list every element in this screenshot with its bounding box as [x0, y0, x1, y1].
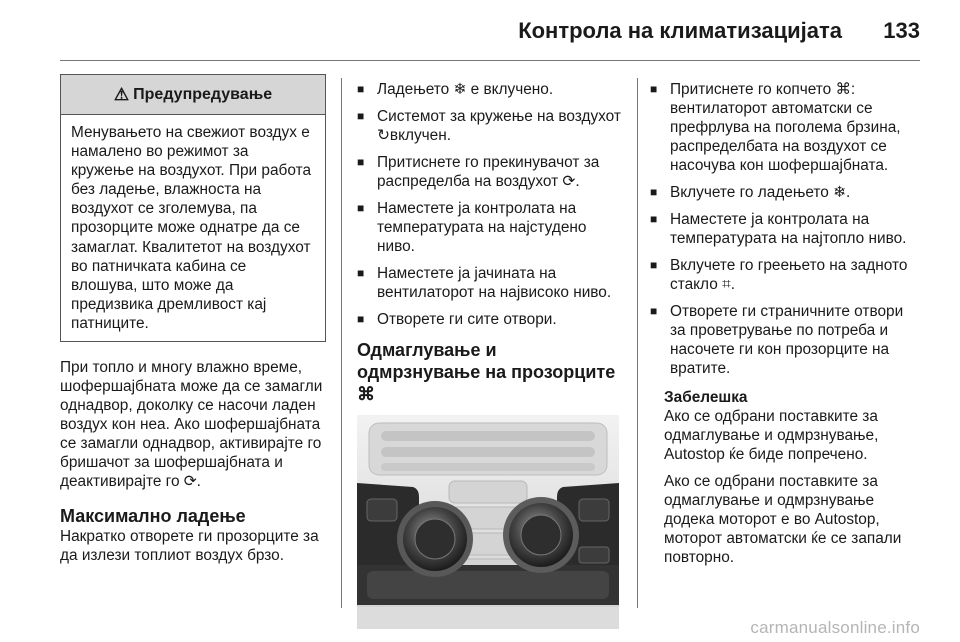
note-paragraph-1: Ако се одбрани поставките за одмаглување и одмрзнување, Autostop ќе биде попречено. — [664, 408, 879, 463]
climate-control-panel-photo — [357, 415, 619, 629]
bullet-list-max-cooling — [357, 80, 623, 329]
warning-heading — [61, 75, 325, 115]
list-item: ■ Ладењето ❄ е вклучено. — [357, 80, 623, 99]
list-item: ■ Вклучете го ладењето ❄. — [650, 183, 922, 202]
note-title: Забелешка — [664, 389, 748, 406]
paragraph-fog-outside: При топло и многу влажно време, шофершајбната може да се замагли однадвор, доколку се насочи ладен воздух кон неа. Ако шофершајбната се замагли однадвор, активирајте го бришачот за шофершајбната и деактивирајте го ⟳. — [60, 359, 323, 491]
list-item: ■ Отворете ги страничните отвори за проветрување по потреба и насочете ги кон прозорците на вратите. — [650, 302, 922, 378]
page-header — [0, 14, 960, 54]
list-item: ■ Вклучете го греењето на задното стакло ⌗. — [650, 256, 922, 294]
list-item: ■ Наместете ја контролата на температурата на најстудено ниво. — [357, 199, 623, 256]
column-1 — [60, 74, 326, 565]
warning-body: Менувањето на свежиот воздух е намалено во режимот за кружење на воздухот. При работа без ладење, влажноста на воздухот се зголемува, па прозорците може однатре да се замаглат. Квалитетот на воздухот во патничката кабина се влошува, што може да предизвика дремливост кај патниците. — [71, 124, 312, 332]
page-number: 133 — [883, 18, 920, 43]
header-rule — [60, 60, 920, 61]
note-block — [650, 388, 922, 567]
column-divider-2 — [637, 78, 638, 608]
list-item: ■ Наместете ја контролата на температурата на најтопло ниво. — [650, 210, 922, 248]
column-3 — [650, 74, 922, 567]
warning-box — [60, 74, 326, 342]
section-title-defog: Одмаглување и одмрзнување на прозорците ⌘ — [357, 340, 616, 404]
climate-panel-illustration — [357, 415, 619, 629]
section-title-max-cooling: Максимално ладење — [60, 506, 246, 527]
list-item: ■ Притиснете го копчето ⌘: вентилаторот автоматски се префрлува на поголема брзина, распределбата на воздухот се насочува кон шофершајбната. — [650, 80, 922, 175]
warning-heading-text: Предупредување — [133, 86, 273, 103]
watermark: carmanualsonline.info — [750, 618, 920, 637]
note-paragraph-2: Ако се одбрани поставките за одмаглување и одмрзнување додека моторот е во Autostop, моторот автоматски ќе се запали повторно. — [664, 473, 902, 566]
list-item: ■ Наместете ја јачината на вентилаторот на највисоко ниво. — [357, 264, 623, 302]
list-item: ■ Отворете ги сите отвори. — [357, 310, 623, 329]
paragraph-max-cooling: Накратко отворете ги прозорците за да излези топлиот воздух брзо. — [60, 528, 319, 565]
list-item: ■ Притиснете го прекинувачот за распределба на воздухот ⟳. — [357, 153, 623, 191]
page-title: Контрола на климатизацијата — [518, 18, 842, 43]
bullet-list-defog — [650, 80, 922, 378]
warning-triangle-icon: ⚠ — [113, 85, 130, 104]
list-item: ■ Системот за кружење на воздухот ↻вклучен. — [357, 107, 623, 145]
column-2 — [357, 74, 623, 629]
column-divider-1 — [341, 78, 342, 608]
